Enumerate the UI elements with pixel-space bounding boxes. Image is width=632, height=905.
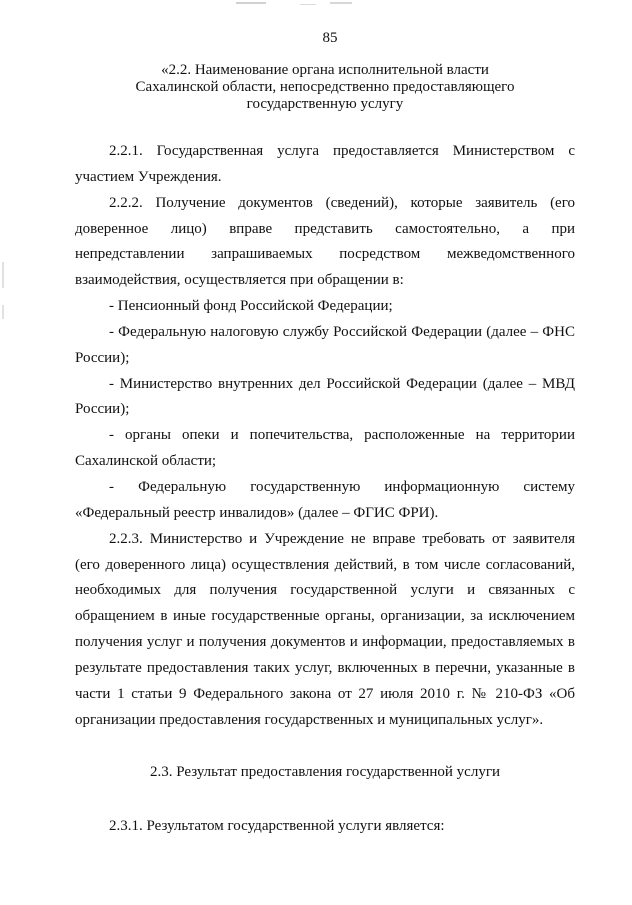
scan-artifact xyxy=(330,2,352,4)
scan-artifact xyxy=(300,4,316,5)
section-heading xyxy=(100,62,550,113)
list-item-tax-service: - Федеральную налоговую службу Российской Федерации (далее – ФНС России); xyxy=(75,323,575,366)
list-item-interior-ministry: - Министерство внутренних дел Российской Федерации (далее – МВД России); xyxy=(75,375,575,418)
paragraph-2-2-2: 2.2.2. Получение документов (сведений), которые заявитель (его доверенное лицо) вправе представить самостоятельно, а при непредставлении запрашиваемых посредством межведомственного взаимодействия, осуществляется при обращении в: xyxy=(75,194,575,289)
page-number: 85 xyxy=(322,30,338,46)
body-text xyxy=(75,139,575,733)
section-title: 2.3. Результат предоставления государственной услуги xyxy=(149,764,500,780)
paragraph-2-3-1: 2.3.1. Результатом государственной услуги является: xyxy=(109,818,445,834)
scan-artifact xyxy=(236,2,266,4)
scan-artifact xyxy=(2,262,4,288)
list-item-guardianship: - органы опеки и попечительства, расположенные на территории Сахалинской области; xyxy=(75,427,575,470)
heading-line: «2.2. Наименование органа исполнительной власти xyxy=(161,62,489,78)
heading-line: Сахалинской области, непосредственно предоставляющего xyxy=(135,79,515,95)
heading-line: государственную услугу xyxy=(246,96,404,112)
paragraph-2-2-3: 2.2.3. Министерство и Учреждение не вправе требовать от заявителя (его доверенного лица) осуществления действий, в том числе согласований, необходимых для получения государственной услуги и связанных с обращением в иные государственные органы, организации, за исключением получения услуг и получения документов и информации, предоставляемых в результате предоставления таких услуг, включенных в перечни, указанные в части 1 статьи 9 Федерального закона от 27 июля 2010 г. № 210-ФЗ «Об организации предоставления государственных и муниципальных услуг». xyxy=(75,530,575,728)
list-item-disability-registry: - Федеральную государственную информационную систему «Федеральный реестр инвалидов» (далее – ФГИС ФРИ). xyxy=(75,478,575,521)
list-item-pension-fund: - Пенсионный фонд Российской Федерации; xyxy=(109,298,393,315)
paragraph-2-2-1: 2.2.1. Государственная услуга предоставляется Министерством с участием Учреждения. xyxy=(75,143,575,185)
scan-artifact xyxy=(2,305,4,319)
